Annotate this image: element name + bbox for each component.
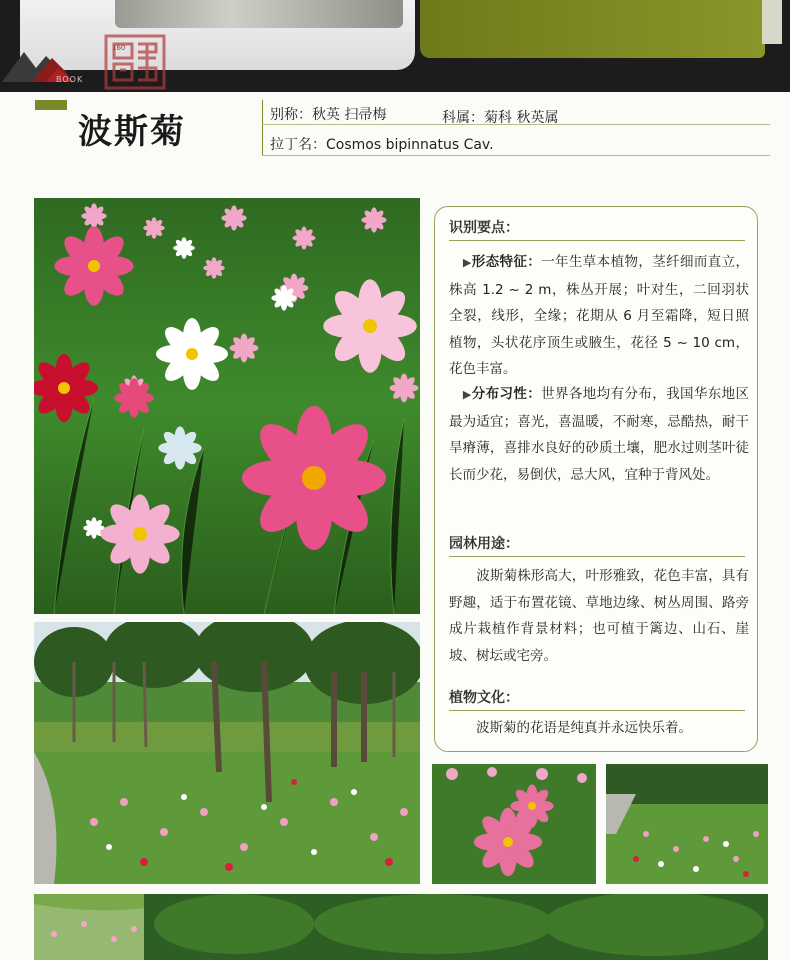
logo-wordmark: BOOK — [56, 75, 84, 84]
page-title: 波斯菊 — [78, 112, 186, 152]
morphology-label: 形态特征： — [471, 254, 542, 270]
seal-stamp-icon — [104, 34, 166, 90]
distribution-paragraph — [449, 381, 749, 488]
right-page-edge — [420, 0, 765, 58]
morphology-paragraph — [449, 249, 749, 383]
culture-heading: 植物文化： — [449, 690, 519, 706]
identification-rule — [449, 240, 745, 241]
left-page-photo — [115, 0, 403, 28]
cosmos-flowers-small-photo — [432, 764, 596, 884]
garden-use-rule — [449, 556, 745, 557]
culture-rule — [449, 710, 745, 711]
title-accent-tab — [35, 100, 67, 110]
latin-name-field: 拉丁名：Cosmos bipinnatus Cav. — [270, 137, 494, 153]
bullet-triangle-icon: ▶ — [462, 256, 472, 269]
identification-panel — [434, 206, 758, 752]
identification-heading: 识别要点： — [449, 220, 519, 236]
page-stack-edge — [762, 0, 782, 44]
book-spread-background — [0, 0, 790, 92]
garden-use-heading: 园林用途： — [449, 536, 519, 552]
book-page — [0, 92, 790, 960]
bullet-triangle-icon: ▶ — [462, 388, 472, 401]
culture-text: 波斯菊的花语是纯真并永远快乐着。 — [476, 720, 692, 736]
garden-use-text: 波斯菊株形高大，叶形雅致，花色丰富，具有野趣，适于布置花镜、草地边缘、树丛周围、路旁成片栽植作背景材料；也可植于篱边、山石、崖坡、树坛或宅旁。 — [449, 568, 750, 664]
culture-paragraph — [449, 715, 749, 742]
cosmos-roadside-photo — [606, 764, 768, 884]
page-number: 160 — [112, 44, 126, 52]
distribution-label: 分布习性： — [471, 386, 542, 402]
cosmos-garden-photo — [34, 622, 420, 884]
header-divider-bottom — [262, 155, 770, 156]
alias-field: 别称：秋英 扫帚梅 — [270, 107, 387, 123]
garden-use-paragraph — [449, 563, 749, 669]
cosmos-closeup-photo — [34, 198, 420, 614]
cosmos-bottom-photo — [34, 894, 768, 960]
distribution-text: 世界各地均有分布，我国华东地区最为适宜；喜光，喜温暖，不耐寒，忌酷热，耐干旱瘠薄，喜排水良好的砂质土壤，肥水过则茎叶徒长而少花，易倒伏，忌大风，宜种于背风处。 — [449, 386, 750, 483]
header-divider-vertical — [262, 100, 263, 156]
family-field: 科属：菊科 秋英属 — [442, 110, 559, 126]
morphology-text: 一年生草本植物，茎纤细而直立，株高 1.2 ~ 2 m，株丛开展；叶对生，二回羽状全裂，线形，全缘；花期从 6 月至霜降，短日照植物，头状花序顶生或腋生，花径 5 ~ 10 cm，花色丰富。 — [449, 254, 750, 377]
